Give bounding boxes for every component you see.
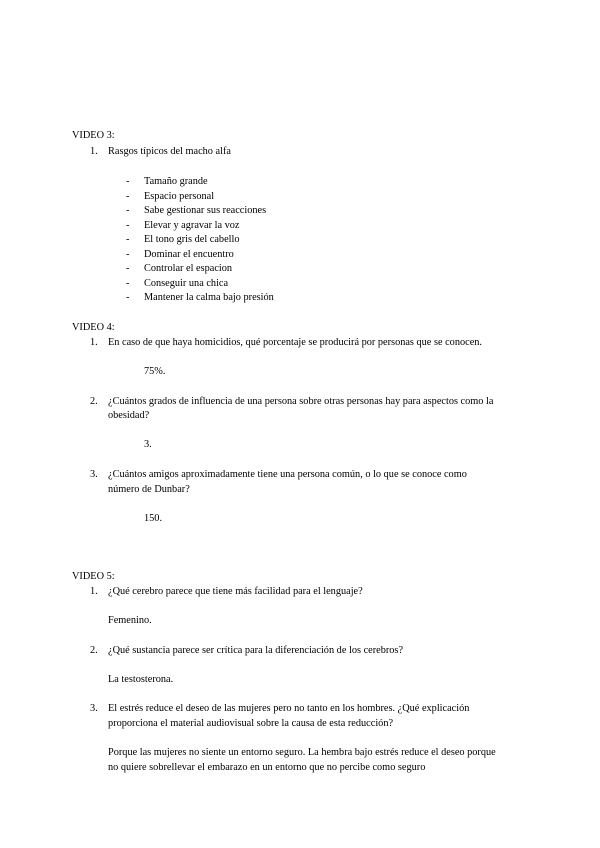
video4-q3-answer: 150.	[144, 513, 163, 524]
bullet-dash: -	[126, 278, 130, 289]
bullet-dash: -	[126, 176, 130, 187]
bullet-dash: -	[126, 292, 130, 303]
bullet-dash: -	[126, 205, 130, 216]
bullet-item: Elevar y agravar la voz	[144, 220, 240, 231]
video5-q3-answer-line1: Porque las mujeres no siente un entorno seguro. La hembra bajo estrés reduce el deseo porque	[108, 747, 496, 758]
video5-q1-text: ¿Qué cerebro parece que tiene más facilidad para el lenguaje?	[108, 586, 363, 597]
video5-heading: VIDEO 5:	[72, 571, 115, 582]
video4-q2-answer: 3.	[144, 439, 152, 450]
video4-q2-text-line1: ¿Cuántos grados de influencia de una persona sobre otras personas hay para aspectos como la	[108, 396, 494, 407]
video4-q1-number: 1.	[90, 337, 98, 348]
video3-q1-number: 1.	[90, 146, 98, 157]
video5-q3-text-line2: proporciona el material audiovisual sobre la causa de esta reducción?	[108, 718, 394, 729]
video4-q1-text: En caso de que haya homicidios, qué porcentaje se producirá por personas que se conocen.	[108, 337, 482, 348]
bullet-dash: -	[126, 220, 130, 231]
video5-q2-text: ¿Qué sustancia parece ser crítica para la diferenciación de los cerebros?	[108, 645, 404, 656]
bullet-item: Tamaño grande	[144, 176, 208, 187]
video4-q2-number: 2.	[90, 396, 98, 407]
video5-q1-number: 1.	[90, 586, 98, 597]
video4-q3-text-line2: número de Dunbar?	[108, 484, 190, 495]
video5-q3-text-line1: El estrés reduce el deseo de las mujeres pero no tanto en los hombres. ¿Qué explicación	[108, 703, 470, 714]
bullet-item: Sabe gestionar sus reacciones	[144, 205, 267, 216]
video4-q1-answer: 75%.	[144, 366, 166, 377]
bullet-dash: -	[126, 234, 130, 245]
video5-q2-number: 2.	[90, 645, 98, 656]
video4-q2-text-line2: obesidad?	[108, 410, 150, 421]
bullet-dash: -	[126, 249, 130, 260]
bullet-item: Conseguir una chica	[144, 278, 229, 289]
video4-q3-number: 3.	[90, 469, 98, 480]
video4-q3-text-line1: ¿Cuántos amigos aproximadamente tiene una persona común, o lo que se conoce como	[108, 469, 467, 480]
bullet-item: Espacio personal	[144, 191, 215, 202]
bullet-item: El tono gris del cabello	[144, 234, 240, 245]
video5-q2-answer: La testosterona.	[108, 674, 174, 685]
video4-heading: VIDEO 4:	[72, 322, 115, 333]
video5-q3-number: 3.	[90, 703, 98, 714]
bullet-item: Controlar el espacion	[144, 263, 233, 274]
bullet-dash: -	[126, 263, 130, 274]
video5-q1-answer: Femenino.	[108, 615, 152, 626]
video5-q3-answer-line2: no quiere sobrellevar el embarazo en un entorno que no percibe como seguro	[108, 762, 426, 773]
bullet-item: Mantener la calma bajo presión	[144, 292, 274, 303]
video3-q1-text: Rasgos típicos del macho alfa	[108, 146, 231, 157]
bullet-dash: -	[126, 191, 130, 202]
bullet-item: Dominar el encuentro	[144, 249, 234, 260]
video3-heading: VIDEO 3:	[72, 130, 115, 141]
